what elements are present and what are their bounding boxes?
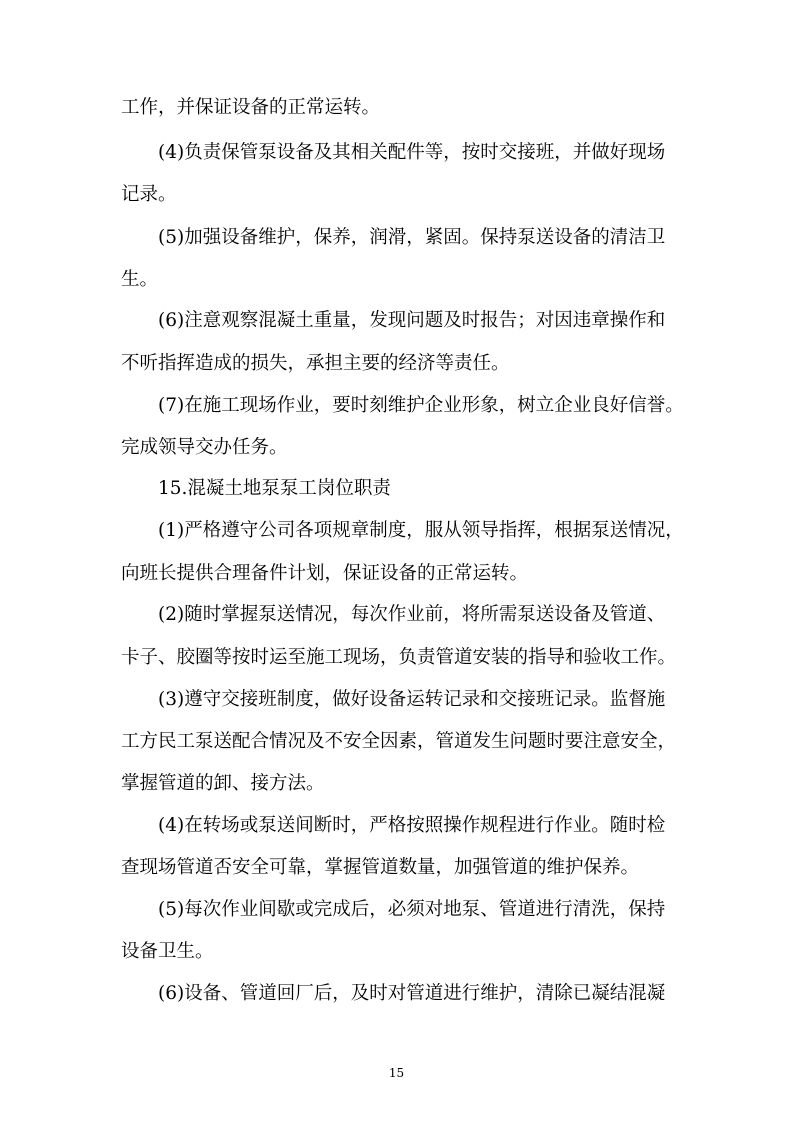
text-line: 记录。	[121, 184, 177, 205]
text-line: 完成领导交办任务。	[121, 437, 288, 458]
text-line: 生。	[121, 269, 159, 290]
text-line: (1)严格遵守公司各项规章制度，服从领导指挥，根据泵送情况，	[158, 520, 684, 541]
text-line: 查现场管道否安全可靠，掌握管道数量，加强管道的维护保养。	[121, 857, 640, 878]
text-line: 掌握管道的卸、接方法。	[121, 773, 325, 794]
text-line: 工方民工泵送配合情况及不安全因素，管道发生问题时要注意安全，	[121, 731, 677, 752]
page-number: 15	[388, 1066, 405, 1080]
text-line: 设备卫生。	[121, 941, 214, 962]
text-line: (5)每次作业间歇或完成后，必须对地泵、管道进行清洗，保持	[158, 899, 666, 920]
text-line: (4)负责保管泵设备及其相关配件等，按时交接班，并做好现场	[158, 142, 666, 163]
text-line: (3)遵守交接班制度，做好设备运转记录和交接班记录。监督施	[158, 689, 666, 710]
text-line: (7)在施工现场作业，要时刻维护企业形象，树立企业良好信誉。	[158, 395, 684, 416]
text-line: (6)注意观察混凝土重量，发现问题及时报告；对因违章操作和	[158, 310, 666, 331]
text-line: (4)在转场或泵送间断时，严格按照操作规程进行作业。随时检	[158, 815, 666, 836]
text-line: 工作，并保证设备的正常运转。	[121, 97, 381, 118]
text-line: (2)随时掌握泵送情况，每次作业前，将所需泵送设备及管道、	[158, 604, 666, 625]
section-heading: 15.混凝土地泵泵工岗位职责	[158, 478, 391, 499]
text-line: 向班长提供合理备件计划，保证设备的正常运转。	[121, 563, 529, 584]
text-line: 卡子、胶圈等按时运至施工现场，负责管道安装的指导和验收工作。	[121, 647, 677, 668]
text-line: 不听指挥造成的损失，承担主要的经济等责任。	[121, 353, 510, 374]
text-line: (6)设备、管道回厂后，及时对管道进行维护，清除已凝结混凝	[158, 983, 666, 1004]
text-line: (5)加强设备维护，保养，润滑，紧固。保持泵送设备的清洁卫	[158, 227, 666, 248]
